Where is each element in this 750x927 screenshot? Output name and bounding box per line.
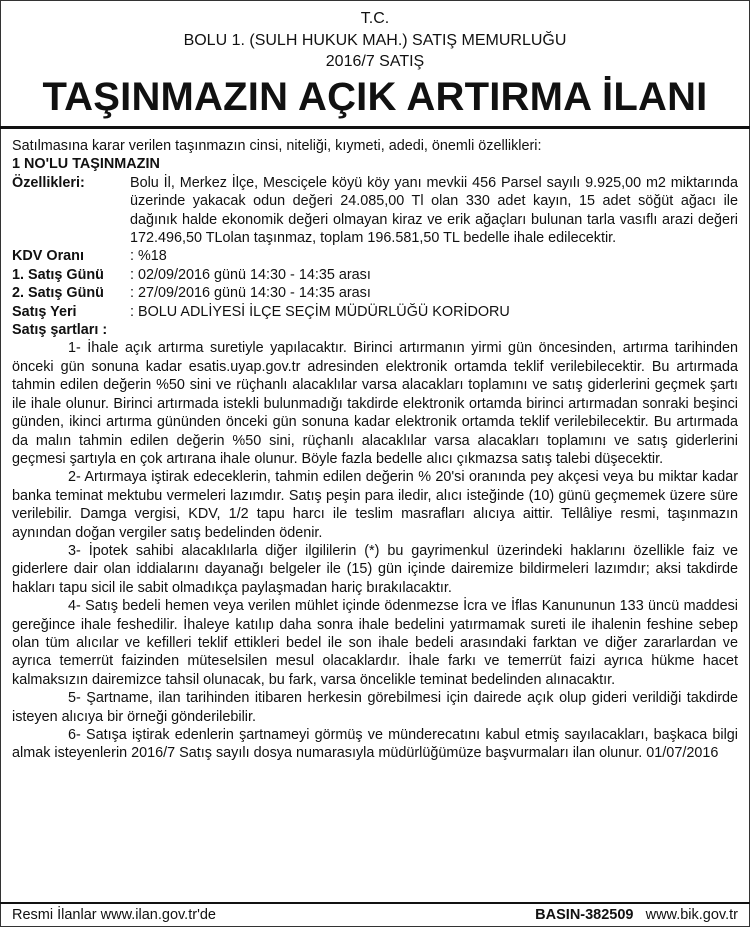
meta-row-location [12,303,738,321]
condition-paragraph-2: 2- Artırmaya iştirak edeceklerin, tahmin edilen değerin % 20'si oranında pey akçesi veya bu miktar kadar banka teminat mektubu vermeleri lazımdır. Satış peşin para iledir, alıcı isteğinde (10) günü geçmemek üzere süre verilebilir. Damga vergisi, KDV, 1/2 tapu harcı ile teslim masrafları alıcıya aittir. Tellâliye resmi, taşınmazın aynından doğan vergiler satış bedelinden ödenir. [12,469,738,541]
meta-label: 2. Satış Günü [12,285,104,302]
meta-label: 1. Satış Günü [12,266,104,283]
meta-value: : BOLU ADLİYESİ İLÇE SEÇİM MÜDÜRLÜĞÜ KORİDORU [130,303,510,320]
meta-row-second-sale [12,284,738,302]
conditions-label: Satış şartları : [12,322,108,339]
notice-body [12,137,738,763]
notice-footer [0,904,750,926]
features-text: Bolu İl, Merkez İlçe, Mesciçele köyü köy yanı mevkii 456 Parsel sayılı 9.925,00 m2 miktarında üzerinde yakacak odun değeri 24.085,00 Tl olan 330 adet kayın, 15 adet söğüt ağacı ile dağınık halde ekonomik değeri olmayan kiraz ve erik ağaçları bulunan tarla vasıflı arazi değeri 172.496,50 TLolan taşınmaz, toplam 196.581,50 TL bedelle ihale edilecektir. [130,174,738,247]
meta-value: : 02/09/2016 günü 14:30 - 14:35 arası [130,266,371,283]
header-line-file: 2016/7 SATIŞ [325,53,425,70]
item-heading: 1 NO'LU TAŞINMAZIN [12,156,160,173]
footer-announcements-link[interactable]: Resmi İlanlar www.ilan.gov.tr'de [12,907,216,923]
meta-label: KDV Oranı [12,248,84,265]
header-line-office: BOLU 1. (SULH HUKUK MAH.) SATIŞ MEMURLUĞU [183,32,567,49]
condition-paragraph-6: 6- Satışa iştirak edenlerin şartnameyi görmüş ve münderecatını kabul etmiş sayılacakları, başkaca bilgi almak isteyenlerin 2016/7 Satış sayılı dosya numarasıyla müdürlüğümüze başvurmaları ilan olunur. 01/07/2016 [12,727,738,762]
condition-paragraph-5: 5- Şartname, ilan tarihinden itibaren herkesin görebilmesi için dairede açık olup gideri verildiği takdirde isteyen alıcıya bir örneği gönderilebilir. [12,690,738,725]
condition-paragraph-4: 4- Satış bedeli hemen veya verilen mühlet içinde ödenmezse İcra ve İflas Kanununun 133 üncü maddesi gereğince ihale feshedilir. İhaleye katılıp daha sonra ihale bedelini yatırmamak sureti ile ihalenin feshine sebep olan tüm alıcılar ve kefilleri teklif ettikleri bedel ile son ihale bedeli arasındaki farktan ve diğer zararlardan ve ayrıca temerrüt faizinden müteselsilen mesul olacaklardır. İhale farkı ve temerrüt faizi ayrıca hükme hacet kalmaksızın dairemizce tahsil olunacak, bu fark, varsa öncelikle teminat bedelinden alınacaktır. [12,598,738,688]
footer-site-link[interactable]: www.bik.gov.tr [645,907,738,923]
meta-value: : 27/09/2016 günü 14:30 - 14:35 arası [130,285,371,302]
meta-label: Satış Yeri [12,303,77,320]
footer-right [535,907,738,923]
header-line-tc: T.C. [360,10,390,27]
condition-paragraph-3: 3- İpotek sahibi alacaklılarla diğer ilgililerin (*) bu gayrimenkul üzerindeki haklarını özellikle faiz ve giderlere dair olan iddialarını dayanağı belgeler ile (15) gün içinde dairemize bildirmeleri lazımdır; aksi takdirde hakları tapu sicil ile sabit olmadıkça paylaşmadan hariç bırakılacaktır. [12,542,738,596]
header-divider [0,126,750,129]
press-code: BASIN-382509 [535,907,634,923]
features-row [12,174,738,248]
condition-paragraph-1: 1- İhale açık artırma suretiyle yapılacaktır. Birinci artırmanın yirmi gün öncesinden, artırma tarihinden önceki gün sonuna kadar esatis.uyap.gov.tr adresinden elektronik ortamda teklif verilebilecektir. Bu artırmada tahmin edilen değerin %50 sini ve rüçhanlı alacaklılar varsa alacakları toplamını ve satış giderlerini geçmek şartı ile ihale olunur. Birinci artırmada istekli bulunmadığı takdirde elektronik ortamda birinci artırmadan sonraki beşinci günden, ikinci artırma gününden önceki gün sonuna kadar elektronik ortamda teklif verilebilecektir. Bu artırmada da malın tahmin edilen değerin %50 sini, rüçhanlı alacaklılar varsa alacakları toplamını ve satış giderlerini geçmesi şartıyla en çok artırana ihale olunur. Böyle fazla bedelle alıcı çıkmazsa satış talebi düşecektir. [12,340,738,467]
meta-row-first-sale [12,266,738,284]
notice-title: TAŞINMAZIN AÇIK ARTIRMA İLANI [42,75,708,119]
features-label: Özellikleri: [12,174,85,191]
meta-value: : %18 [130,248,167,265]
intro-text: Satılmasına karar verilen taşınmazın cinsi, niteliği, kıymeti, adedi, önemli özellikleri: [12,138,542,154]
meta-row-vat [12,247,738,265]
